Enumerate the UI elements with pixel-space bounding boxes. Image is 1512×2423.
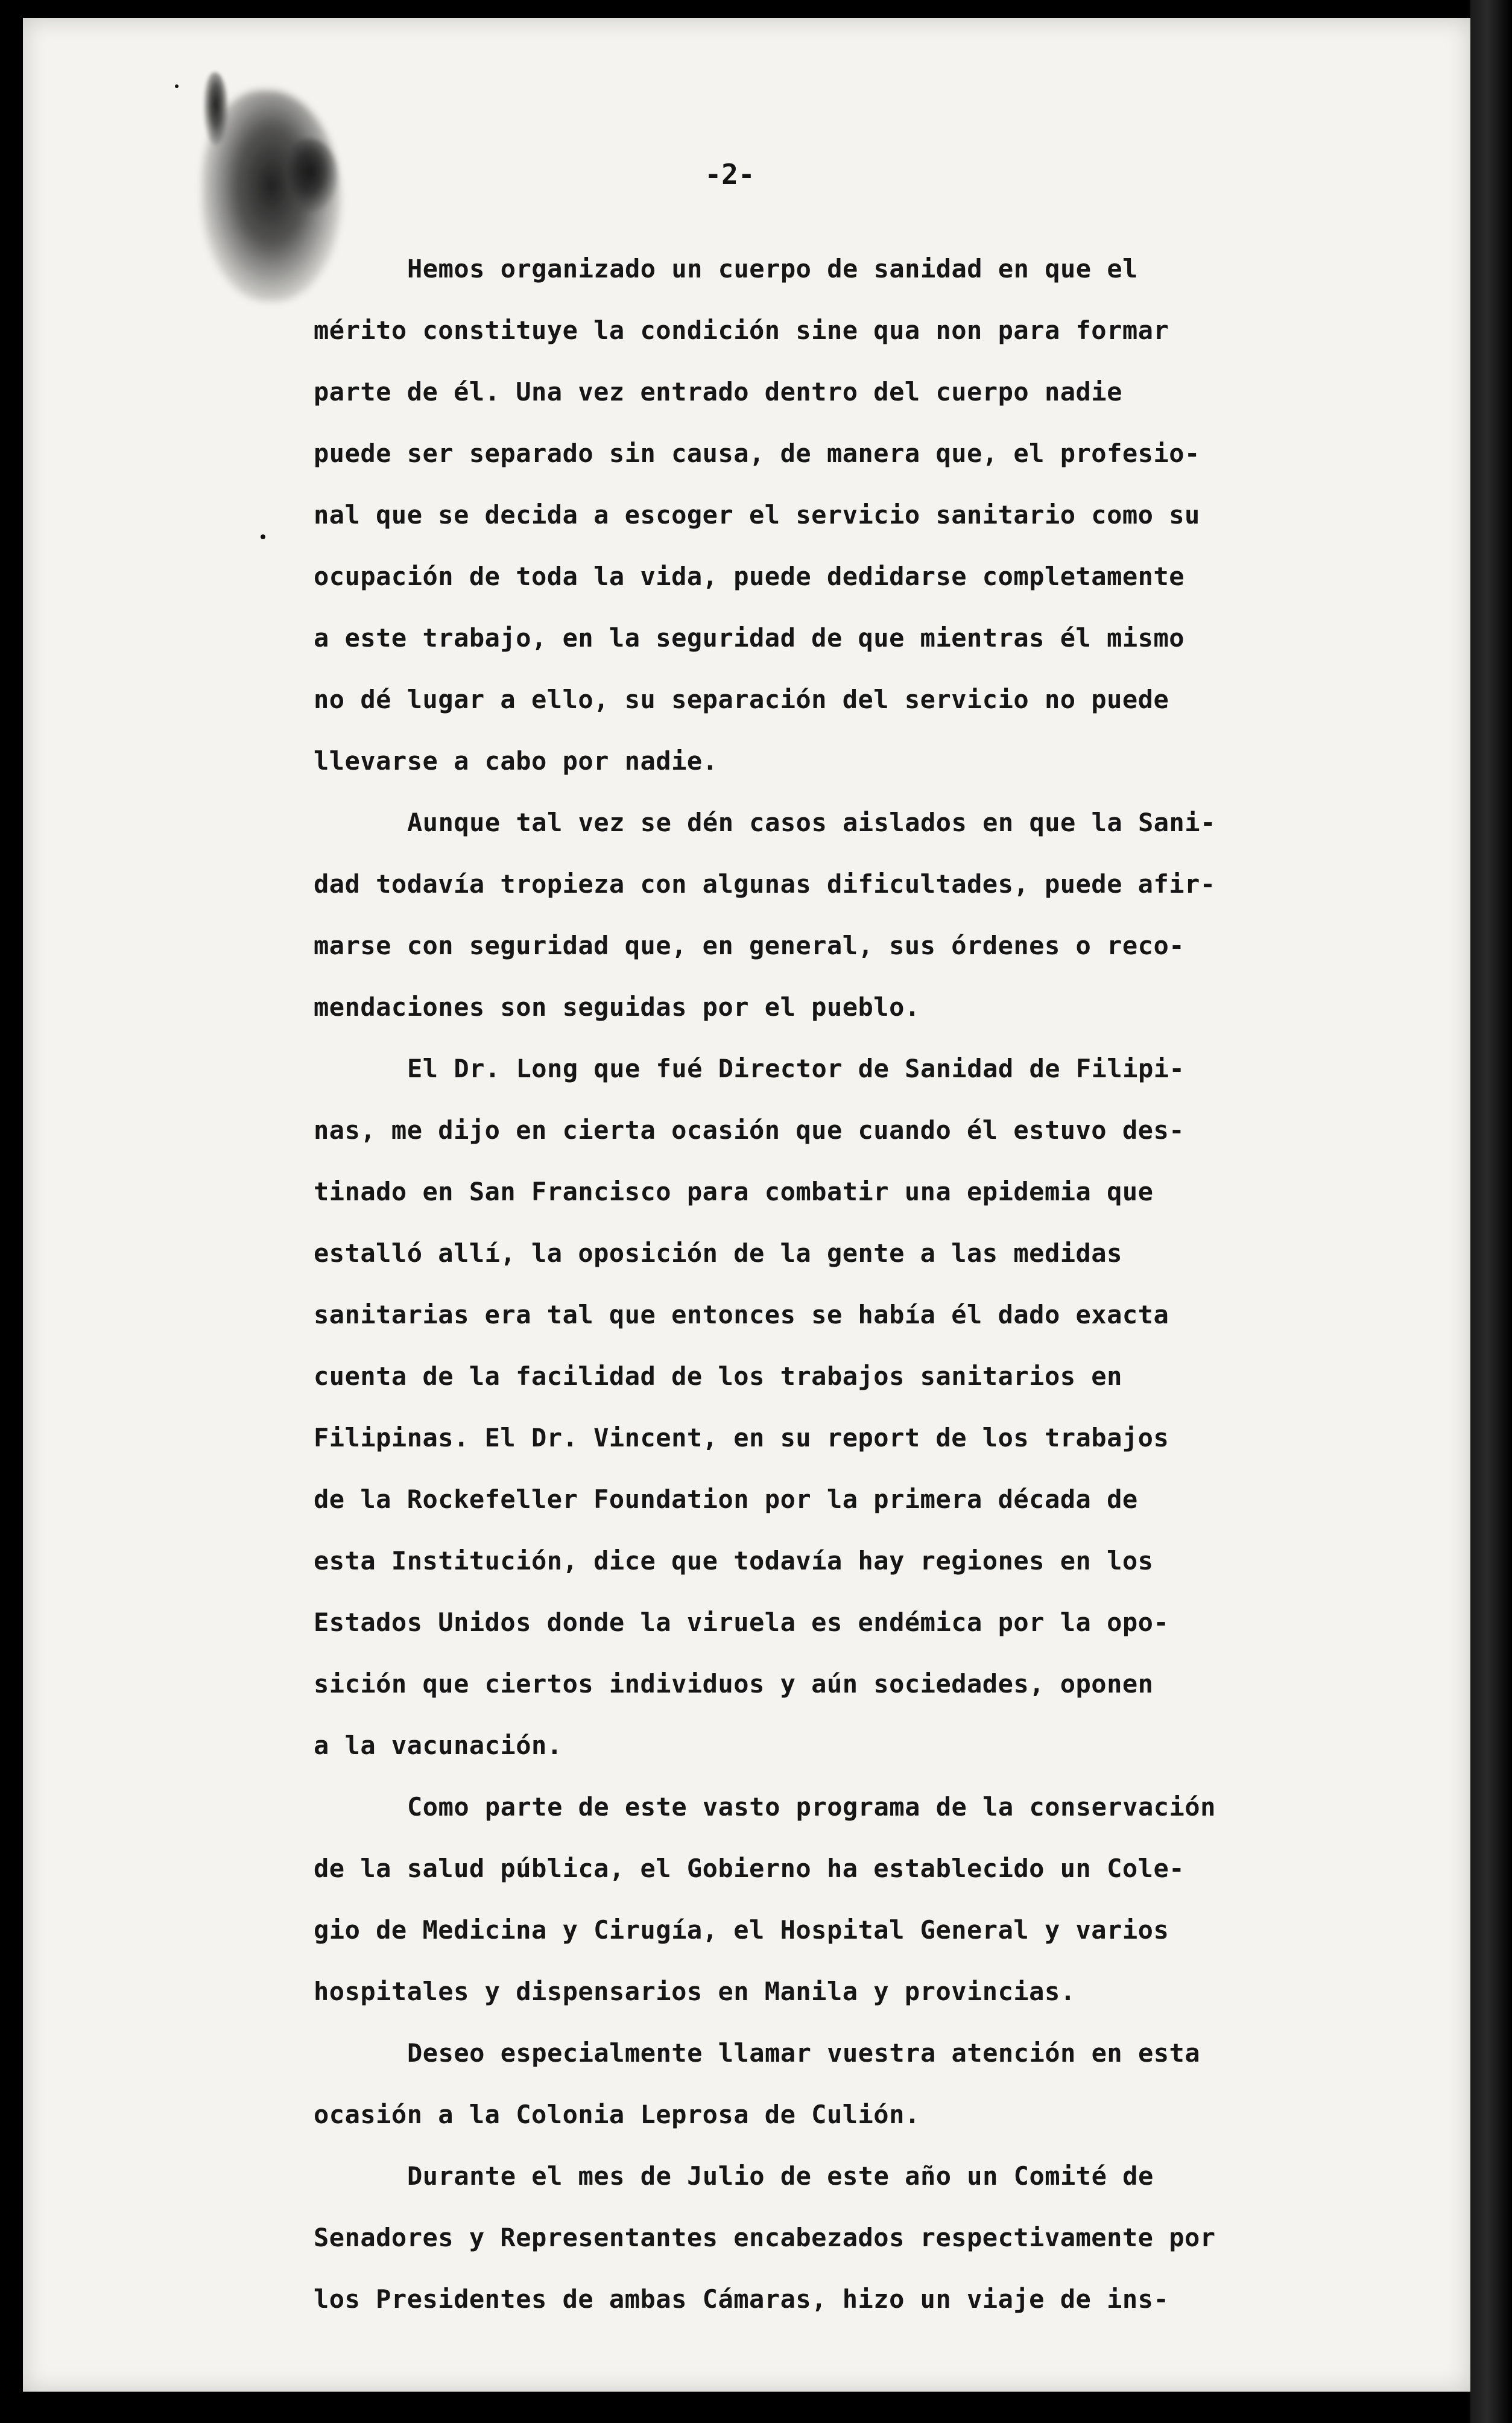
document-body: [314, 238, 1387, 2330]
text-line: hospitales y dispensarios en Manila y provincias.: [314, 1977, 1076, 2006]
text-line: llevarse a cabo por nadie.: [314, 746, 718, 776]
text-line: Como parte de este vasto programa de la conservación: [407, 1792, 1216, 1822]
scanner-edge: [1470, 0, 1512, 2423]
text-line: Deseo especialmente llamar vuestra atención en esta: [407, 2038, 1201, 2068]
text-line: cuenta de la facilidad de los trabajos sanitarios en: [314, 1361, 1122, 1391]
text-line: mendaciones son seguidas por el pueblo.: [314, 992, 920, 1022]
text-line: dad todavía tropieza con algunas dificultades, puede afir-: [314, 869, 1216, 899]
text-line: sanitarias era tal que entonces se había él dado exacta: [314, 1300, 1169, 1329]
text-line: ocupación de toda la vida, puede dedidarse completamente: [314, 562, 1185, 591]
ink-smudge: [283, 139, 338, 211]
ink-smudge: [204, 72, 228, 145]
text-line: no dé lugar a ello, su separación del servicio no puede: [314, 685, 1169, 714]
text-line: Senadores y Representantes encabezados respectivamente por: [314, 2223, 1216, 2252]
text-line: nas, me dijo en cierta ocasión que cuando él estuvo des-: [314, 1115, 1185, 1145]
text-line: Estados Unidos donde la viruela es endémica por la opo-: [314, 1607, 1169, 1637]
text-line: esta Institución, dice que todavía hay regiones en los: [314, 1546, 1154, 1576]
ink-speck: [261, 534, 265, 539]
text-line: Hemos organizado un cuerpo de sanidad en que el: [407, 254, 1138, 283]
text-line: los Presidentes de ambas Cámaras, hizo un viaje de ins-: [314, 2284, 1169, 2314]
text-line: ocasión a la Colonia Leprosa de Culión.: [314, 2100, 920, 2129]
text-line: Aunque tal vez se dén casos aislados en que la Sani-: [407, 808, 1216, 837]
text-line: marse con seguridad que, en general, sus órdenes o reco-: [314, 931, 1185, 960]
text-line: mérito constituye la condición sine qua non para formar: [314, 315, 1169, 345]
text-line: sición que ciertos individuos y aún sociedades, oponen: [314, 1669, 1154, 1699]
text-line: Durante el mes de Julio de este año un Comité de: [407, 2161, 1154, 2191]
text-line: parte de él. Una vez entrado dentro del cuerpo nadie: [314, 377, 1122, 407]
text-line: de la salud pública, el Gobierno ha establecido un Cole-: [314, 1854, 1185, 1883]
text-line: gio de Medicina y Cirugía, el Hospital General y varios: [314, 1915, 1169, 1945]
text-line: puede ser separado sin causa, de manera que, el profesio-: [314, 439, 1200, 468]
text-line: estalló allí, la oposición de la gente a las medidas: [314, 1238, 1122, 1268]
page-number: -2-: [704, 158, 755, 191]
text-line: a este trabajo, en la seguridad de que mientras él mismo: [314, 623, 1185, 653]
text-line: a la vacunación.: [314, 1731, 563, 1760]
text-line: de la Rockefeller Foundation por la primera década de: [314, 1484, 1138, 1514]
ink-speck: [175, 84, 179, 88]
text-line: nal que se decida a escoger el servicio sanitario como su: [314, 500, 1200, 530]
text-line: Filipinas. El Dr. Vincent, en su report de los trabajos: [314, 1423, 1169, 1452]
text-line: tinado en San Francisco para combatir una epidemia que: [314, 1177, 1154, 1206]
text-line: El Dr. Long que fué Director de Sanidad de Filipi-: [407, 1054, 1185, 1083]
